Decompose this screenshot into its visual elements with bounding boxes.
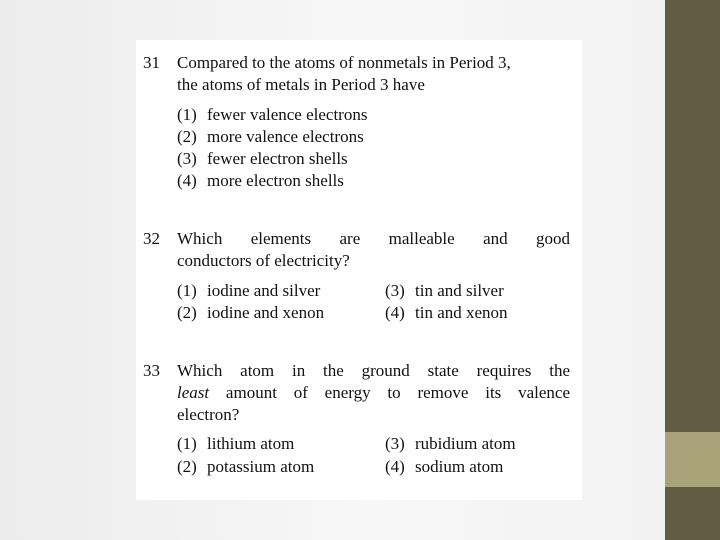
option-label: (2): [177, 457, 197, 476]
question-stem: [177, 228, 570, 272]
option-label: (1): [177, 105, 197, 124]
answer-option-2[interactable]: [177, 126, 364, 148]
question-number: 33: [143, 361, 160, 380]
option-text: potassium atom: [207, 457, 315, 476]
question-stem-line: electron?: [177, 405, 240, 424]
option-text: tin and xenon: [415, 303, 508, 322]
sidebar-bottom-band: [665, 487, 720, 540]
answer-option-1[interactable]: [177, 104, 367, 126]
question-stem-line: the atoms of metals in Period 3 have: [177, 75, 425, 94]
question-card: [136, 40, 582, 500]
option-label: (3): [177, 149, 197, 168]
option-text: fewer electron shells: [207, 149, 348, 168]
option-text: sodium atom: [415, 457, 504, 476]
stem-line-rest: amount of energy to remove its valence: [225, 383, 571, 402]
option-label: (4): [385, 457, 405, 476]
question-stem: [177, 360, 570, 426]
sidebar-top-band: [665, 0, 720, 432]
question-number: 31: [143, 53, 160, 72]
option-text: more electron shells: [207, 171, 344, 190]
answer-option-1[interactable]: [177, 280, 320, 302]
answer-option-2[interactable]: [177, 456, 314, 478]
question-stem-line: conductors of electricity?: [177, 251, 350, 270]
question-stem-line: [177, 382, 570, 404]
option-text: iodine and silver: [207, 281, 321, 300]
answer-option-2[interactable]: [177, 302, 324, 324]
question-stem-line: Which elements are malleable and good: [177, 229, 570, 248]
question-stem-line: Compared to the atoms of nonmetals in Period 3,: [177, 53, 511, 72]
decorative-sidebar: [665, 0, 720, 540]
option-label: (2): [177, 127, 197, 146]
option-text: rubidium atom: [415, 434, 516, 453]
question-stem: [177, 52, 570, 96]
answer-option-4[interactable]: [177, 170, 344, 192]
answer-option-3[interactable]: [385, 280, 504, 302]
option-text: lithium atom: [207, 434, 295, 453]
option-label: (1): [177, 434, 197, 453]
option-text: tin and silver: [415, 281, 504, 300]
option-label: (3): [385, 281, 405, 300]
answer-option-3[interactable]: [177, 148, 348, 170]
answer-option-1[interactable]: [177, 433, 294, 455]
option-label: (2): [177, 303, 197, 322]
option-text: more valence electrons: [207, 127, 364, 146]
question-stem-line: Which atom in the ground state requires the: [177, 361, 570, 380]
question-number: 32: [143, 229, 160, 248]
answer-option-4[interactable]: [385, 302, 508, 324]
answer-option-3[interactable]: [385, 433, 516, 455]
option-text: iodine and xenon: [207, 303, 325, 322]
option-label: (1): [177, 281, 197, 300]
option-text: fewer valence electrons: [207, 105, 368, 124]
option-label: (4): [177, 171, 197, 190]
answer-option-4[interactable]: [385, 456, 503, 478]
sidebar-accent-band: [665, 432, 720, 487]
option-label: (3): [385, 434, 405, 453]
emphasis-text: least: [177, 383, 210, 402]
option-label: (4): [385, 303, 405, 322]
